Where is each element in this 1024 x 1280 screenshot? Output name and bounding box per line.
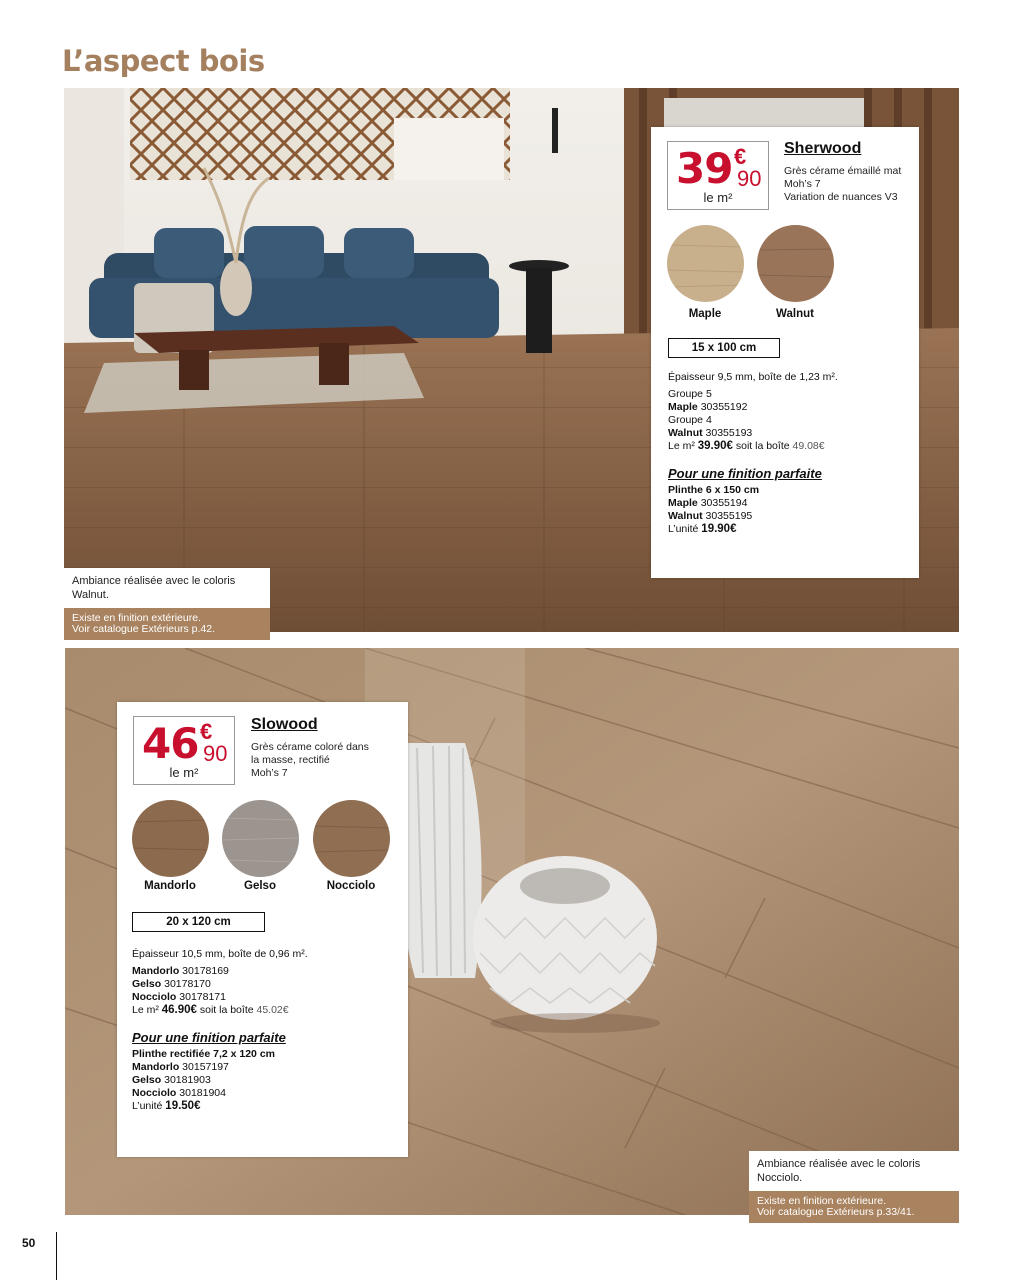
thickness-text: Épaisseur 10,5 mm, boîte de 0,96 m². — [132, 948, 308, 960]
price-box — [133, 716, 235, 785]
exterior-note-line: Existe en finition extérieure. — [72, 612, 201, 624]
reference-line — [668, 401, 913, 414]
reference-name: Maple — [668, 401, 698, 413]
product-details — [668, 371, 913, 536]
reference-code: 30178170 — [164, 978, 211, 990]
description-line: Variation de nuances V3 — [784, 191, 898, 203]
reference-line — [132, 978, 402, 991]
product-details — [132, 948, 402, 1113]
description-line: Moh’s 7 — [784, 178, 821, 190]
finish-item: Plinthe 6 x 150 cm — [668, 484, 760, 496]
price-prefix: Le m² — [668, 440, 695, 452]
product-description — [784, 165, 914, 204]
reference-line — [668, 497, 913, 510]
price-value: 39.90€ — [697, 440, 733, 452]
price-value: 46.90€ — [161, 1004, 197, 1016]
unit-price-line — [668, 523, 913, 536]
swatch-walnut — [757, 225, 834, 302]
reference-name: Gelso — [132, 1074, 162, 1086]
finish-item: Plinthe rectifiée 7,2 x 120 cm — [132, 1048, 275, 1060]
description-line: Grès cérame émaillé mat — [784, 165, 902, 177]
reference-code: 30355194 — [700, 497, 748, 509]
reference-code: 30157197 — [182, 1061, 229, 1073]
price-box — [667, 141, 769, 210]
price-line — [132, 1004, 402, 1017]
finish-title: Pour une finition parfaite — [132, 1030, 286, 1045]
swatch-label: Gelso — [244, 880, 276, 892]
unit-price: 19.50€ — [165, 1100, 201, 1112]
reference-name: Maple — [668, 497, 698, 509]
product-card-slowood — [117, 702, 408, 1157]
price-unit: le m² — [169, 765, 199, 780]
box-value: 45.02€ — [256, 1004, 289, 1016]
exterior-note-line: Voir catalogue Extérieurs p.42. — [72, 623, 216, 635]
description-line: la masse, rectifié — [251, 754, 330, 766]
swatch-label: Walnut — [776, 308, 814, 320]
reference-code: 30355192 — [700, 401, 748, 413]
product-description — [251, 741, 401, 780]
exterior-note-line: Existe en finition extérieure. — [757, 1195, 886, 1207]
product-name: Slowood — [251, 716, 318, 733]
reference-line — [132, 1061, 402, 1074]
reference-name: Mandorlo — [132, 965, 180, 977]
description-line: Grès cérame coloré dans — [251, 741, 369, 753]
product-name: Sherwood — [784, 140, 862, 157]
page-title: L’aspect bois — [62, 44, 265, 78]
reference-name: Walnut — [668, 510, 703, 522]
reference-name: Walnut — [668, 427, 703, 439]
box-value: 49.08€ — [792, 440, 825, 452]
reference-line — [132, 965, 402, 978]
swatch-gelso — [222, 800, 299, 877]
photo2-caption — [749, 1151, 959, 1223]
unit-price-line — [132, 1100, 402, 1113]
reference-name: Gelso — [132, 978, 162, 990]
reference-line — [668, 510, 913, 523]
unit-prefix: L’unité — [132, 1100, 163, 1112]
group-text: Groupe 4 — [668, 414, 712, 426]
reference-code: 30355193 — [705, 427, 753, 439]
caption-text: Ambiance réalisée avec le coloris Nocciolo. — [749, 1151, 959, 1191]
swatch-label: Maple — [688, 308, 722, 320]
price-unit: le m² — [703, 190, 733, 205]
finish-title: Pour une finition parfaite — [668, 466, 822, 481]
price-decimals: 90 — [203, 741, 228, 766]
reference-name: Nocciolo — [132, 991, 177, 1003]
page-number: 50 — [22, 1236, 36, 1250]
reference-code: 30181904 — [179, 1087, 226, 1099]
swatch-maple — [667, 225, 744, 302]
exterior-note — [749, 1191, 959, 1223]
product-card-sherwood — [651, 127, 919, 578]
thickness-text: Épaisseur 9,5 mm, boîte de 1,23 m². — [668, 371, 838, 383]
reference-code: 30178169 — [182, 965, 229, 977]
reference-code: 30178171 — [179, 991, 226, 1003]
exterior-note-line: Voir catalogue Extérieurs p.33/41. — [757, 1206, 915, 1218]
reference-code: 30355195 — [705, 510, 753, 522]
price-decimals: 90 — [737, 166, 762, 191]
price-currency: € — [200, 719, 213, 744]
swatch-mandorlo — [132, 800, 209, 877]
price-line — [668, 440, 913, 453]
price-currency: € — [734, 144, 747, 169]
reference-line — [668, 427, 913, 440]
price-integer: 39 — [676, 144, 733, 193]
swatch-nocciolo — [313, 800, 390, 877]
reference-line — [132, 1074, 402, 1087]
reference-line — [132, 1087, 402, 1100]
size-box: 20 x 120 cm — [132, 912, 265, 932]
reference-code: 30181903 — [164, 1074, 211, 1086]
swatch-label: Nocciolo — [326, 880, 376, 892]
unit-prefix: L’unité — [668, 523, 699, 535]
reference-line — [132, 991, 402, 1004]
box-text: soit la boîte — [199, 1004, 254, 1016]
photo1-caption — [64, 568, 270, 640]
page-divider — [56, 1232, 57, 1280]
swatch-label: Mandorlo — [144, 880, 196, 892]
unit-price: 19.90€ — [701, 523, 737, 535]
caption-text: Ambiance réalisée avec le coloris Walnut. — [64, 568, 270, 608]
group-text: Groupe 5 — [668, 388, 712, 400]
price-prefix: Le m² — [132, 1004, 159, 1016]
size-box: 15 x 100 cm — [668, 338, 780, 358]
exterior-note — [64, 608, 270, 640]
price-integer: 46 — [142, 719, 199, 768]
reference-name: Nocciolo — [132, 1087, 177, 1099]
description-line: Moh’s 7 — [251, 767, 288, 779]
reference-name: Mandorlo — [132, 1061, 180, 1073]
box-text: soit la boîte — [735, 440, 790, 452]
